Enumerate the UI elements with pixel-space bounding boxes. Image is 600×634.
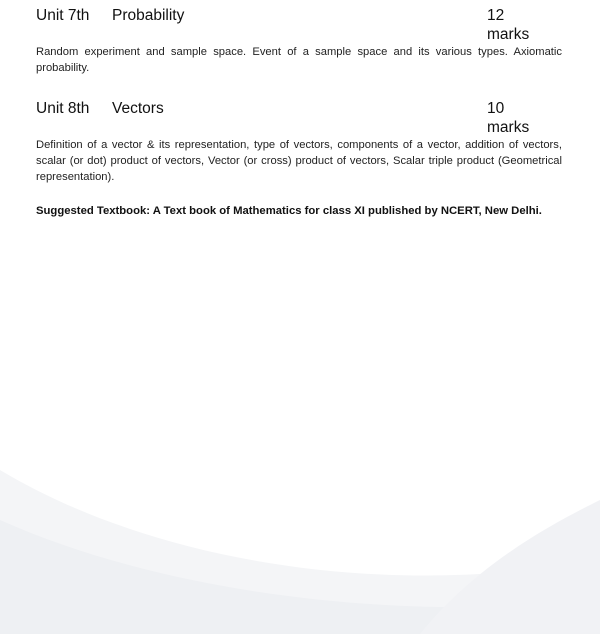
unit-description: Definition of a vector & its representation, type of vectors, components of a vector, addition of vectors, scalar (or dot) product of vectors, Vector (or cross) product of vectors, Scalar triple product (Geometrical representation). <box>36 139 562 183</box>
unit-block-8 <box>36 99 562 185</box>
unit-header <box>36 99 562 137</box>
syllabus-content <box>36 6 562 217</box>
suggested-textbook: Suggested Textbook: A Text book of Mathematics for class XI published by NCERT, New Delhi. <box>36 205 542 217</box>
unit-header <box>36 6 562 44</box>
unit-block-7 <box>36 6 562 76</box>
unit-marks: 12 marks <box>487 7 530 43</box>
unit-marks: 10 marks <box>487 100 530 136</box>
unit-number: Unit 7th <box>36 7 90 24</box>
unit-number: Unit 8th <box>36 100 90 117</box>
unit-title: Vectors <box>112 100 164 117</box>
unit-description: Random experiment and sample space. Event of a sample space and its various types. Axiomatic probability. <box>36 46 562 74</box>
unit-title: Probability <box>112 7 185 24</box>
